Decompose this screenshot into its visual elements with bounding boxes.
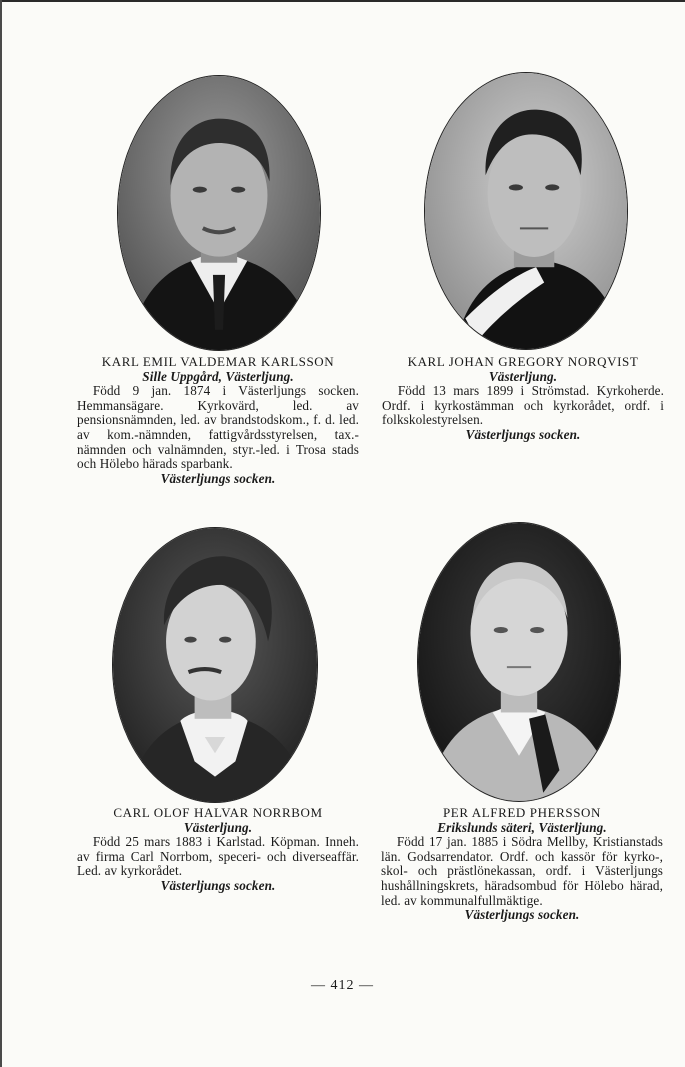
- portrait-phersson: [418, 523, 620, 801]
- page-top-edge: [0, 0, 685, 2]
- residence: Erikslunds säteri, Västerljung.: [437, 819, 607, 835]
- bio-norqvist: [382, 355, 664, 443]
- biography-text: Född 25 mars 1883 i Karlstad. Köpman. Inneh. av firma Carl Norrbom, speceri- och diverseaffär. Led. av kyrkorådet.: [77, 834, 359, 879]
- biography-text: Född 13 mars 1899 i Strömstad. Kyrkoherde. Ordf. i kyrkostämman och kyrkorådet, ordf. i folkskolestyrelsen.: [382, 383, 664, 428]
- residence: Västerljung.: [488, 368, 558, 384]
- bio-karlsson: [77, 355, 359, 486]
- portrait-karlsson: [118, 76, 320, 350]
- parish-label: Västerljungs socken.: [160, 877, 276, 893]
- parish-label: Västerljungs socken.: [464, 907, 580, 923]
- person-name: PER ALFRED PHERSSON: [442, 805, 602, 820]
- portrait-phersson-photo: [418, 523, 620, 801]
- portrait-karlsson-photo: [118, 76, 320, 350]
- bio-phersson: [381, 806, 663, 923]
- portrait-norqvist: [425, 73, 627, 349]
- person-name: KARL EMIL VALDEMAR KARLSSON: [101, 354, 335, 369]
- residence: Västerljung.: [183, 819, 253, 835]
- bio-norrbom: [77, 806, 359, 894]
- parish-label: Västerljungs socken.: [465, 426, 581, 442]
- portrait-norqvist-photo: [425, 73, 627, 349]
- person-name: KARL JOHAN GREGORY NORQVIST: [407, 354, 639, 369]
- person-name: CARL OLOF HALVAR NORRBOM: [113, 805, 323, 820]
- parish-label: Västerljungs socken.: [160, 470, 276, 486]
- page-number: — 412 —: [311, 978, 374, 993]
- portrait-norrbom-photo: [113, 528, 317, 802]
- residence: Sille Uppgård, Västerljung.: [142, 368, 294, 384]
- portrait-norrbom: [113, 528, 317, 802]
- biography-text: Född 9 jan. 1874 i Västerljungs socken. Hemmansägare. Kyrkovärd, led. av pensionsnämnden, led. av brandstodskom., f. d. led. av kom.-nämnden, fattigvårdsstyrelsen, tax.-nämnden och valnämnden, styr.-led. i Trosa stads och Hölebo härads sparbank.: [77, 383, 359, 472]
- biography-text: Född 17 jan. 1885 i Södra Mellby, Kristianstads län. Godsarrendator. Ordf. och kassör för kyrko-, skol- och prästlönekassan, ordf. i Västerljungs hushållningskrets, häradsombud för Hölebo härad, led. av kommunalfullmäktige.: [381, 834, 663, 908]
- page-left-edge: [0, 0, 2, 1067]
